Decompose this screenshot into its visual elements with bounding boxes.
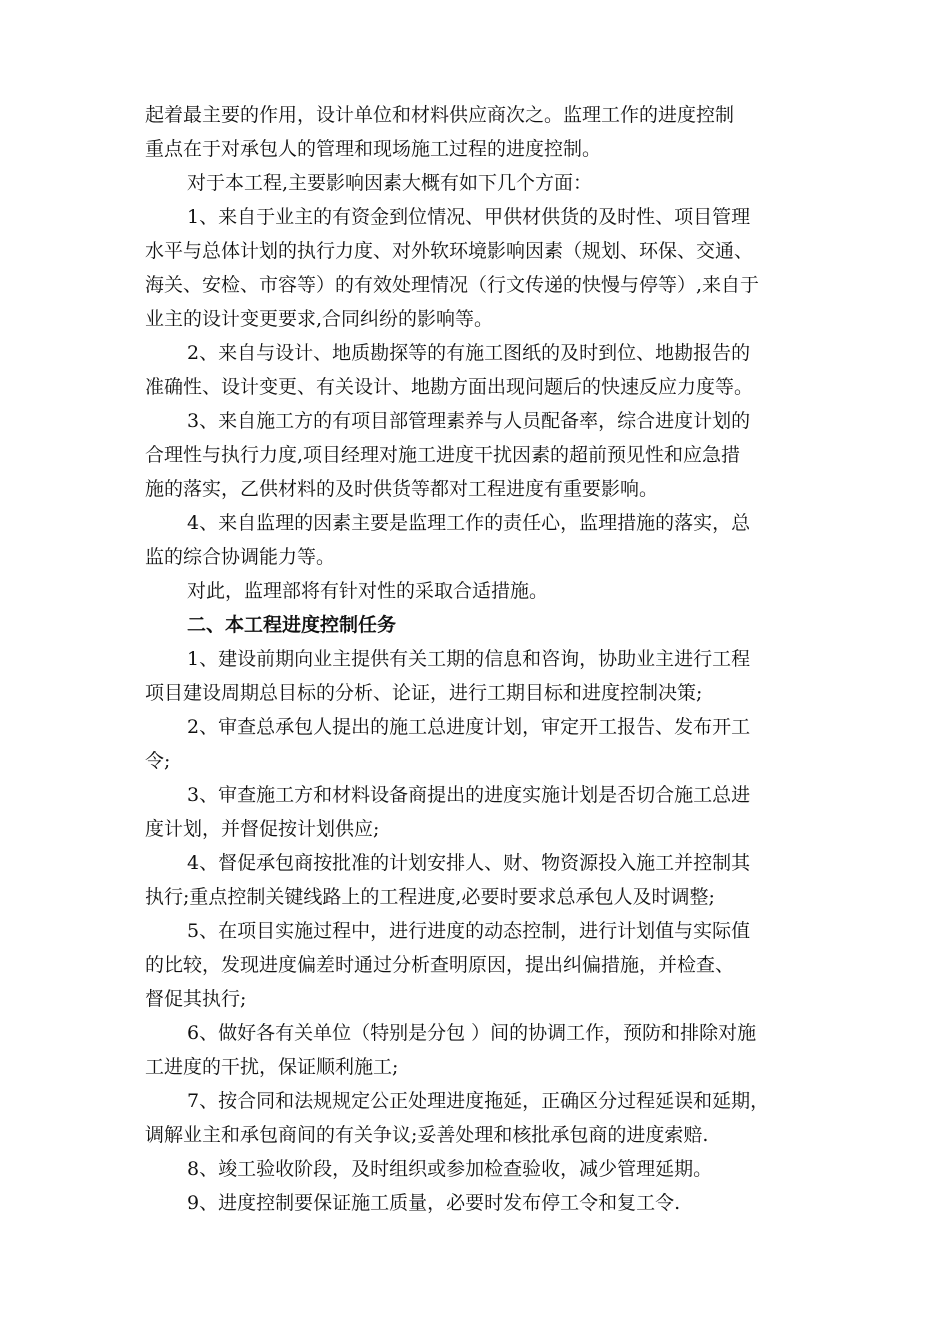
paragraph-line: 令;: [145, 750, 171, 772]
paragraph-line: 6、做好各有关单位（特别是分包 ）间的协调工作，预防和排除对施: [187, 1022, 757, 1044]
paragraph-line: 的比较，发现进度偏差时通过分析查明原因，提出纠偏措施，并检查、: [145, 954, 735, 976]
paragraph-line: 水平与总体计划的执行力度、对外软环境影响因素（规划、环保、交通、: [145, 240, 754, 262]
paragraph-line: 监的综合协调能力等。: [145, 546, 336, 568]
paragraph-line: 5、在项目实施过程中，进行进度的动态控制，进行计划值与实际值: [187, 920, 751, 942]
paragraph-line: 1、来自于业主的有资金到位情况、甲供材供货的及时性、项目管理: [187, 206, 751, 228]
paragraph-line: 8、竣工验收阶段，及时组织或参加检查验收，减少管理延期。: [187, 1158, 713, 1180]
paragraph-line: 4、来自监理的因素主要是监理工作的责任心，监理措施的落实，总: [187, 512, 751, 534]
paragraph-line: 执行;重点控制关键线路上的工程进度,必要时要求总承包人及时调整;: [145, 886, 715, 908]
paragraph-line: 3、审查施工方和材料设备商提出的进度实施计划是否切合施工总进: [187, 784, 751, 806]
paragraph-line: 对此，监理部将有针对性的采取合适措施。: [187, 580, 549, 602]
paragraph-line: 合理性与执行力度,项目经理对施工进度干扰因素的超前预见性和应急措: [145, 444, 741, 466]
paragraph-line: 督促其执行;: [145, 988, 247, 1010]
paragraph-line: 准确性、设计变更、有关设计、地勘方面出现问题后的快速反应力度等。: [145, 376, 754, 398]
paragraph-line: 7、按合同和法规规定公正处理进度拖延，正确区分过程延误和延期，: [187, 1090, 770, 1112]
paragraph-line: 3、来自施工方的有项目部管理素养与人员配备率，综合进度计划的: [187, 410, 751, 432]
paragraph-line: 4、督促承包商按批准的计划安排人、财、物资源投入施工并控制其: [187, 852, 751, 874]
paragraph-line: 施的落实，乙供材料的及时供货等都对工程进度有重要影响。: [145, 478, 659, 500]
paragraph-line: 2、审查总承包人提出的施工总进度计划，审定开工报告、发布开工: [187, 716, 751, 738]
paragraph-line: 1、建设前期向业主提供有关工期的信息和咨询，协助业主进行工程: [187, 648, 751, 670]
paragraph-line: 重点在于对承包人的管理和现场施工过程的进度控制。: [145, 138, 602, 160]
paragraph-line: 业主的设计变更要求,合同纠纷的影响等。: [145, 308, 494, 330]
document-page: [145, 98, 805, 1220]
paragraph-line: 2、来自与设计、地质勘探等的有施工图纸的及时到位、地勘报告的: [187, 342, 751, 364]
paragraph-line: 度计划，并督促按计划供应;: [145, 818, 380, 840]
paragraph-line: 起着最主要的作用，设计单位和材料供应商次之。监理工作的进度控制: [145, 104, 735, 126]
section-heading: 二、本工程进度控制任务: [187, 614, 397, 636]
paragraph-line: 项目建设周期总目标的分析、论证，进行工期目标和进度控制决策;: [145, 682, 703, 704]
paragraph-line: 海关、安检、市容等）的有效处理情况（行文传递的快慢与停等）,来自于: [145, 274, 760, 296]
paragraph-line: 工进度的干扰，保证顺利施工;: [145, 1056, 399, 1078]
paragraph-line: 9、进度控制要保证施工质量，必要时发布停工令和复工令.: [187, 1192, 681, 1214]
paragraph-line: 对于本工程,主要影响因素大概有如下几个方面：: [187, 172, 593, 194]
paragraph-line: 调解业主和承包商间的有关争议;妥善处理和核批承包商的进度索赔.: [145, 1124, 709, 1146]
